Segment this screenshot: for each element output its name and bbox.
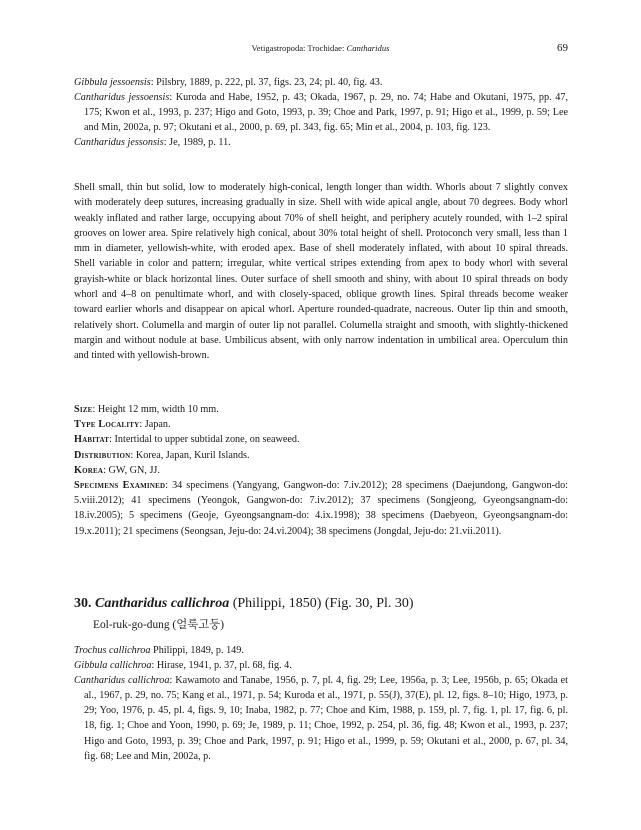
fact-label: Habitat bbox=[74, 434, 110, 446]
fact-specimens-examined bbox=[74, 478, 568, 539]
page-number: 69 bbox=[557, 42, 568, 54]
fact-label: Specimens Examined bbox=[74, 480, 166, 492]
synonymy-entry bbox=[74, 643, 568, 658]
synonym-citation: : Pilsbry, 1889, p. 222, pl. 37, figs. 23, 24; pl. 40, fig. 43. bbox=[150, 77, 383, 88]
synonymy-entry bbox=[74, 75, 568, 90]
fact-distribution bbox=[74, 448, 568, 463]
synonym-name: Cantharidus jessoensis bbox=[74, 92, 170, 104]
species-facts bbox=[74, 402, 568, 539]
species-heading bbox=[74, 596, 414, 612]
synonymy-entry bbox=[74, 673, 568, 764]
species-number: 30. bbox=[74, 596, 92, 611]
fact-korea bbox=[74, 463, 568, 478]
species-description: Shell small, thin but solid, low to moderately high-conical, length longer than width. Whorls about 7 slightly convex with moderately deep sutures, increasing gradually in size. Shell with wide apical angle, about 70 degrees. Body whorl weakly inflated and rather large, occupying about 70% of shell height, and periphery acutely rounded, with 1–2 spiral grooves on lower area. Spire relatively high conical, about 30% total height of shell. Protoconch very small, less than 1 mm in diameter, yellowish-white, with eroded apex. Base of shell moderately inflated, with about 10 spiral threads. Shell variable in color and pattern; irregular, white vertical stripes extending from apex to body whorl with several grayish-white or black horizontal lines. Outer surface of shell smooth and shiny, with about 10 spiral threads on body whorl and 4–8 on penultimate whorl, and with closely-spaced, oblique growth lines. Spiral threads become weaker toward earlier whorls and disappear on apical whorl. Aperture rounded-quadrate, nacreous. Outer lip thin and smooth, relatively short. Columella and margin of outer lip not parallel. Columella straight and smooth, with slightly-thickened margin and without nodule at base. Umbilicus absent, with only narrow indentation in umbilical area. Operculum thin and tinted with yellowish-brown. bbox=[74, 182, 568, 362]
fact-habitat bbox=[74, 432, 568, 447]
synonym-citation: : Kawamoto and Tanabe, 1956, p. 7, pl. 4, fig. 29; Lee, 1956a, p. 3; Lee, 1956b, p. 65; Okada et al., 1967, p. 29, no. 75; Kang et al., 1971, p. 54; Kuroda et al., 1971, p. 55(J), 37(E), pl. 12, figs. 8–10; Higo, 1973, p. 29; Yoo, 1976, p. 45, pl. 4, figs. 9, 10; Inaba, 1982, p. 77; Choe and Kim, 1988, p. 159, pl. 7, fig. 1, pl. 17, fig. 6, pl. 18, fig. 1; Choe and Yoon, 1990, p. 69; Je, 1989, p. 11; Choe, 1992, p. 254, pl. 36, fig. 48; Kwon et al., 1993, p. 237; Higo and Goto, 1993, p. 39; Choe and Park, 1997, p. 91; Higo et al., 1999, p. 59; Okutani et al., 2000, p. 67, pl. 34, fig. 68; Lee and Min, 2002a, p. bbox=[84, 675, 569, 762]
synonym-citation: : Je, 1989, p. 11. bbox=[163, 137, 231, 149]
fact-value: : Japan. bbox=[139, 419, 171, 431]
synonym-name: Gibbula callichroa bbox=[74, 660, 152, 672]
synonym-name: Trochus callichroa bbox=[74, 645, 151, 656]
fact-value: : 34 specimens (Yangyang, Gangwon-do: 7.iv.2012); 28 specimens (Daejundong, Gangwon-do: 5.viii.2012); 41 specimens (Yeongok, Gangwon-do: 7.iv.2012); 37 specimens (Songjeong, Gyeongsangnam-do: 18.iv.2005); 5 specimens (Geoje, Gyeongsangnam-do: 4.ix.1998); 38 specimens (Daebyeon, Gyeongsangnam-do: 19.x.2011); 21 specimens (Seongsan, Jeju-do: 24.vi.2004); 38 specimens (Jongdal, Jeju-do: 21.vii.2011). bbox=[74, 480, 568, 537]
synonym-citation: : Hirase, 1941, p. 37, pl. 68, fig. 4. bbox=[151, 660, 292, 672]
fact-size bbox=[74, 402, 568, 417]
fact-value: : Intertidal to upper subtidal zone, on seaweed. bbox=[109, 434, 300, 446]
fact-value: : Height 12 mm, width 10 mm. bbox=[92, 404, 219, 415]
species-korean-name: Eol-ruk-go-dung (얼룩고둥) bbox=[93, 619, 225, 631]
running-head-genus: Cantharidus bbox=[346, 43, 390, 53]
fact-label: Distribution bbox=[74, 449, 131, 461]
species-authority: (Philippi, 1850) (Fig. 30, Pl. 30) bbox=[229, 596, 414, 611]
fact-label: Korea bbox=[74, 464, 104, 476]
running-head-prefix: Vetigastropoda: Trochidae: bbox=[251, 43, 347, 53]
fact-value: : GW, GN, JJ. bbox=[103, 464, 160, 476]
running-head bbox=[0, 43, 641, 53]
synonymy-list-bottom bbox=[74, 643, 568, 764]
fact-label: Size bbox=[74, 404, 93, 415]
synonym-citation: : Kuroda and Habe, 1952, p. 43; Okada, 1967, p. 29, no. 74; Habe and Okutani, 1975, pp. 47, 175; Kwon et al., 1993, p. 237; Higo and Goto, 1993, p. 39; Choe and Park, 1997, p. 91; Higo et al., 1999, p. 59; Lee and Min, 2002a, p. 97; Okutani et al., 2000, p. 69, pl. 343, fig. 65; Min et al., 2004, p. 103, fig. 123. bbox=[84, 92, 568, 134]
synonym-name: Cantharidus jessonsis bbox=[74, 137, 164, 149]
fact-label: Type Locality bbox=[74, 419, 140, 431]
synonym-name: Gibbula jessoensis bbox=[74, 77, 151, 88]
synonym-name: Cantharidus callichroa bbox=[74, 675, 170, 687]
synonym-citation: Philippi, 1849, p. 149. bbox=[150, 645, 244, 656]
synonymy-list-top bbox=[74, 75, 568, 150]
species-scientific-name: Cantharidus callichroa bbox=[95, 596, 230, 611]
fact-value: : Korea, Japan, Kuril Islands. bbox=[130, 449, 250, 461]
fact-type-locality bbox=[74, 417, 568, 432]
synonymy-entry bbox=[74, 135, 568, 150]
synonymy-entry bbox=[74, 90, 568, 135]
synonymy-entry bbox=[74, 658, 568, 673]
